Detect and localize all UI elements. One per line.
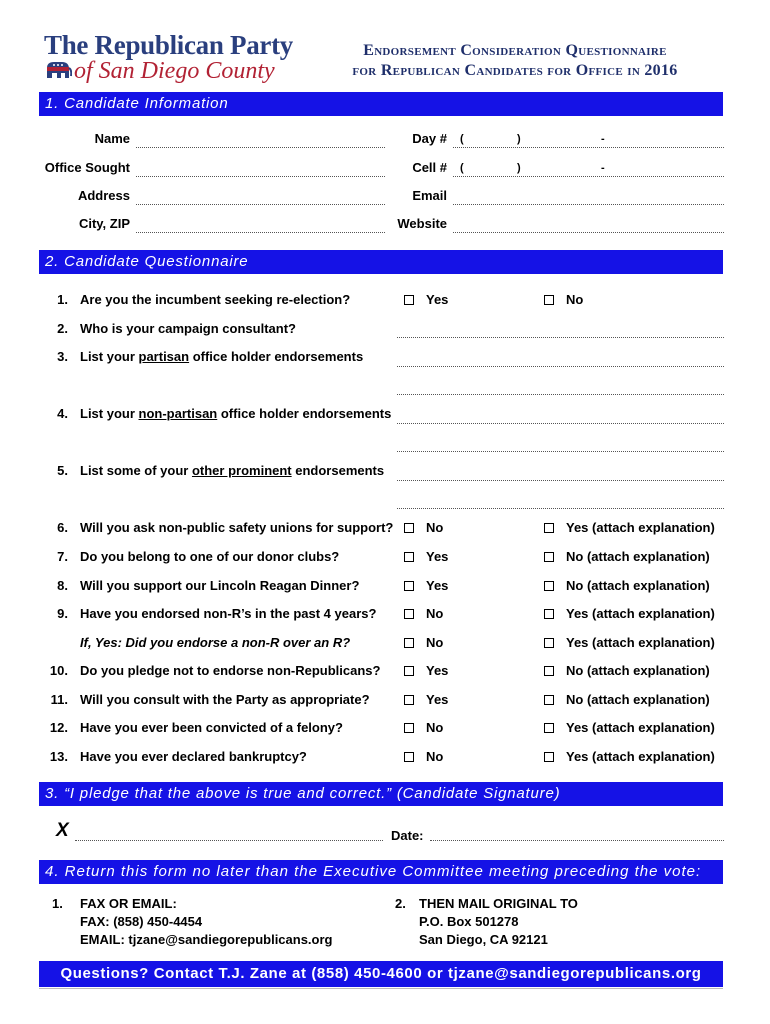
question-number: 7. [57,549,68,564]
date-field[interactable] [430,840,724,841]
city-zip-field[interactable] [136,232,385,233]
contact-footer: Questions? Contact T.J. Zane at (858) 450-4600 or tjzane@sandiegorepublicans.org [39,961,723,987]
question-text-part: List your [80,349,139,364]
checkbox-icon[interactable] [404,523,414,533]
answer-option-2[interactable] [544,578,710,593]
question-number: 12. [49,720,68,735]
checkbox-icon[interactable] [404,581,414,591]
question-text-part: endorsements [291,463,385,478]
checkbox-icon[interactable] [544,581,554,591]
answer-option-1[interactable] [404,663,448,678]
answer-label: No (attach explanation) [566,578,710,593]
day-phone-label: Day # [412,131,447,146]
checkbox-icon[interactable] [544,638,554,648]
form-title-line1: Endorsement Consideration Questionnaire [363,42,667,59]
checkbox-icon[interactable] [544,752,554,762]
name-label: Name [94,131,130,146]
day-phone-dash: - [601,133,605,145]
answer-option-1[interactable] [404,749,443,764]
answer-option-1[interactable] [404,578,448,593]
question-text-underlined: non-partisan [138,406,218,421]
question-number: 10. [49,663,68,678]
answer-label: Yes (attach explanation) [566,520,715,535]
question-text-underlined: partisan [138,349,190,364]
answer-label: No [426,635,444,650]
answer-option-1[interactable] [404,635,443,650]
return-mail-number: 2. [395,896,406,911]
question-text: Have you ever declared bankruptcy? [80,749,307,764]
answer-option-2[interactable] [544,720,715,735]
answer-label: Yes [426,549,449,564]
question-number: 2. [57,321,68,336]
answer-label: No (attach explanation) [566,692,710,707]
name-field[interactable] [136,147,385,148]
answer-label: No [566,292,584,307]
return-fax-number: FAX: (858) 450-4454 [80,914,203,929]
partisan-endorsements-field-2[interactable] [397,394,724,395]
answer-option-1[interactable] [404,692,448,707]
return-mail-heading: THEN MAIL ORIGINAL TO [419,896,578,911]
checkbox-icon[interactable] [544,523,554,533]
question-number: 9. [57,606,68,621]
non-partisan-endorsements-field-2[interactable] [397,451,724,452]
answer-option-2[interactable] [544,692,710,707]
logo-title: The Republican Party [44,30,294,60]
question-number: 8. [57,578,68,593]
non-partisan-endorsements-field-1[interactable] [397,423,724,424]
signature-field[interactable] [75,840,383,841]
checkbox-icon[interactable] [544,695,554,705]
question-text: Are you the incumbent seeking re-election? [80,292,351,307]
website-field[interactable] [453,232,724,233]
question-text: If, Yes: Did you endorse a non-R over an R? [80,635,351,650]
question-number: 4. [57,406,68,421]
address-field[interactable] [136,204,385,205]
website-label: Website [397,216,447,231]
answer-option-2[interactable] [544,606,715,621]
checkbox-icon[interactable] [544,552,554,562]
checkbox-icon[interactable] [404,695,414,705]
checkbox-icon[interactable] [544,609,554,619]
answer-option-1[interactable] [404,720,443,735]
answer-label: Yes (attach explanation) [566,606,715,621]
answer-label: Yes (attach explanation) [566,749,715,764]
email-label: Email [412,188,447,203]
question-text [80,349,363,364]
answer-option-2[interactable] [544,749,715,764]
question-text-part: List your [80,406,139,421]
cell-phone-dash: - [601,162,605,174]
address-label: Address [77,188,130,203]
return-fax-email-heading: FAX OR EMAIL: [80,896,177,911]
elephant-logo-icon [44,58,72,82]
answer-label: No (attach explanation) [566,663,710,678]
answer-label: No [426,606,444,621]
checkbox-icon[interactable] [404,638,414,648]
question-text-part: List some of your [80,463,192,478]
answer-label: No (attach explanation) [566,549,710,564]
answer-option-1[interactable] [404,520,443,535]
question-text: Do you pledge not to endorse non-Republicans? [80,663,381,678]
checkbox-icon[interactable] [404,752,414,762]
answer-label: Yes [426,578,449,593]
return-email-address: EMAIL: tjzane@sandiegorepublicans.org [80,932,333,947]
answer-option-2[interactable] [544,549,710,564]
footer-divider [39,988,723,989]
answer-label: Yes [426,692,449,707]
office-sought-label: Office Sought [44,160,130,175]
question-number: 13. [49,749,68,764]
office-sought-field[interactable] [136,176,385,177]
question-number: 11. [50,692,68,707]
checkbox-icon[interactable] [544,295,554,305]
answer-option-1[interactable] [404,606,443,621]
form-title-line2: for Republican Candidates for Office in 2016 [352,62,678,79]
answer-label: No [426,720,444,735]
answer-label: No [426,520,444,535]
answer-option-2[interactable] [544,292,583,307]
question-number: 1. [57,292,68,307]
checkbox-icon[interactable] [404,609,414,619]
answer-label: Yes (attach explanation) [566,720,715,735]
question-text-underlined: other prominent [191,463,292,478]
section-candidate-information-header: 1. Candidate Information [39,92,723,116]
question-text-part: office holder endorsements [217,406,392,421]
answer-label: Yes [426,663,449,678]
question-text: Have you ever been convicted of a felony? [80,720,343,735]
other-endorsements-field-2[interactable] [397,508,724,509]
answer-option-2[interactable] [544,635,715,650]
checkbox-icon[interactable] [544,723,554,733]
return-fax-email-block [80,895,332,949]
checkbox-icon[interactable] [404,552,414,562]
question-text: Will you support our Lincoln Reagan Dinner? [80,578,360,593]
question-number: 5. [57,463,68,478]
question-number: 6. [57,520,68,535]
signature-x-mark: X [56,820,69,841]
section-return-header: 4. Return this form no later than the Executive Committee meeting preceding the vote: [39,860,723,884]
answer-option-2[interactable] [544,663,710,678]
cell-phone-close-paren: ) [517,162,521,174]
answer-label: Yes (attach explanation) [566,635,715,650]
consultant-field[interactable] [397,337,724,338]
question-text [80,406,391,421]
cell-phone-label: Cell # [412,160,447,175]
logo-subtitle: of San Diego County [74,58,275,84]
partisan-endorsements-field-1[interactable] [397,366,724,367]
return-po-box: P.O. Box 501278 [419,914,519,929]
section-signature-header: 3. “I pledge that the above is true and correct.” (Candidate Signature) [39,782,723,806]
day-phone-close-paren: ) [517,133,521,145]
question-text: Who is your campaign consultant? [80,321,296,336]
return-city-zip: San Diego, CA 92121 [419,932,548,947]
question-text [80,463,384,478]
answer-option-1[interactable] [404,549,448,564]
question-text: Do you belong to one of our donor clubs? [80,549,340,564]
city-zip-label: City, ZIP [78,216,130,231]
question-number: 3. [57,349,68,364]
checkbox-icon[interactable] [404,295,414,305]
section-candidate-questionnaire-header: 2. Candidate Questionnaire [39,250,723,274]
question-text: Will you consult with the Party as appropriate? [80,692,370,707]
question-text-part: office holder endorsements [189,349,364,364]
email-field[interactable] [453,204,724,205]
cell-phone-field[interactable] [453,176,724,177]
checkbox-icon[interactable] [404,666,414,676]
answer-option-2[interactable] [544,520,715,535]
answer-option-1[interactable] [404,292,448,307]
other-endorsements-field-1[interactable] [397,480,724,481]
question-text: Will you ask non-public safety unions for support? [80,520,394,535]
return-fax-email-number: 1. [52,896,63,911]
checkbox-icon[interactable] [404,723,414,733]
day-phone-open-paren: ( [460,133,464,145]
question-text: Have you endorsed non-R’s in the past 4 years? [80,606,377,621]
return-mail-block [419,895,578,949]
checkbox-icon[interactable] [544,666,554,676]
answer-label: No [426,749,444,764]
cell-phone-open-paren: ( [460,162,464,174]
date-label: Date: [391,828,424,843]
day-phone-field[interactable] [453,147,724,148]
answer-label: Yes [426,292,449,307]
